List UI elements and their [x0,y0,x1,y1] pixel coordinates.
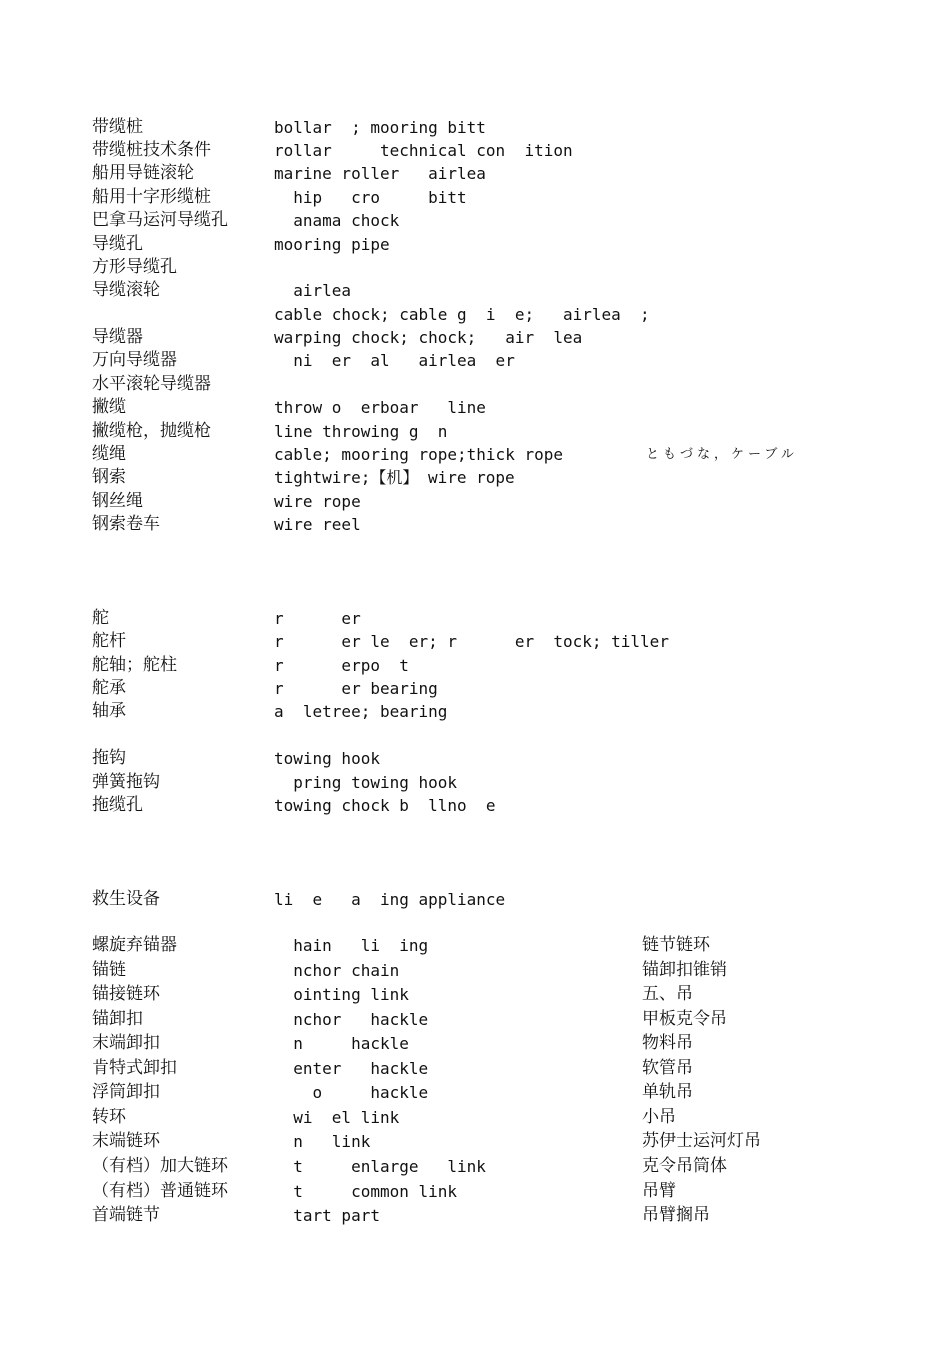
term-zh: 巴拿马运河导缆孔 [92,210,228,230]
term-right-zh: 软管吊 [642,1058,693,1078]
term-zh: 轴承 [92,701,126,721]
term-en: n hackle [274,1034,409,1053]
term-zh: 船用十字形缆桩 [92,187,211,207]
term-en: t enlarge link [274,1157,486,1176]
term-en: warping chock; chock; air lea [274,328,583,347]
term-zh: 钢丝绳 [92,491,143,511]
term-zh: （有档）普通链环 [92,1181,228,1201]
term-en: nchor hackle [274,1010,429,1029]
term-zh: 船用导链滚轮 [92,163,194,183]
term-zh: 舵轴；舵柱 [92,655,177,675]
term-zh: 万向导缆器 [92,350,177,370]
term-en: r er le er; r er tock; tiller [274,632,669,651]
term-en: nchor chain [274,961,400,980]
term-right-zh: 苏伊士运河灯吊 [642,1131,761,1151]
term-zh: 舵 [92,608,109,628]
term-zh: 缆绳 [92,444,126,464]
term-zh: 带缆桩 [92,117,143,137]
term-zh: 钢索卷车 [92,514,160,534]
term-en: ni er al airlea er [274,351,515,370]
term-zh: 导缆器 [92,327,143,347]
term-zh: 锚卸扣 [92,1009,143,1029]
term-en: cable chock; cable g i e; airlea ; [274,305,650,324]
term-zh: 拖缆孔 [92,795,143,815]
term-en: marine roller airlea [274,164,486,183]
term-right-zh: 吊臂 [642,1181,676,1201]
term-zh: 首端链节 [92,1205,160,1225]
term-en: o hackle [274,1083,429,1102]
term-zh: 撇缆 [92,397,126,417]
term-zh: 舵杆 [92,631,126,651]
term-right-zh: 五、吊 [642,984,693,1004]
term-en: cable; mooring rope;thick rope [274,445,563,464]
term-en: hip cro bitt [274,188,467,207]
term-zh: 导缆孔 [92,234,143,254]
term-right-zh: 物料吊 [642,1033,693,1053]
term-en: tart part [274,1206,380,1225]
term-en: towing hook [274,749,380,768]
term-zh: 锚链 [92,960,126,980]
term-en: wire reel [274,515,361,534]
term-en: n link [274,1132,371,1151]
term-japanese: ともづな，ケーブル [646,447,798,462]
term-zh: 舵承 [92,678,126,698]
term-en: line throwing g n [274,422,448,441]
term-right-zh: 甲板克令吊 [642,1009,727,1029]
term-en: r er bearing [274,679,438,698]
term-right-zh: 克令吊筒体 [642,1156,727,1176]
term-right-zh: 锚卸扣锥销 [642,960,727,980]
term-en: mooring pipe [274,235,390,254]
term-en: bollar ; mooring bitt [274,118,486,137]
term-zh: 浮筒卸扣 [92,1082,160,1102]
term-right-zh: 小吊 [642,1107,676,1127]
term-en: tightwire;【机】 wire rope [274,468,515,487]
term-en: t common link [274,1182,458,1201]
term-en: throw o erboar line [274,398,486,417]
term-zh: 转环 [92,1107,126,1127]
term-en: towing chock b llno e [274,796,496,815]
term-zh: 肯特式卸扣 [92,1058,177,1078]
term-zh: 撇缆枪，抛缆枪 [92,421,211,441]
term-en: a letree; bearing [274,702,448,721]
term-en: r er [274,609,361,628]
term-zh: 钢索 [92,467,126,487]
term-zh: 锚接链环 [92,984,160,1004]
term-zh: 螺旋弃锚器 [92,935,177,955]
term-en: hain li ing [274,936,429,955]
term-en: wire rope [274,492,361,511]
term-right-zh: 吊臂搁吊 [642,1205,710,1225]
term-zh: 末端卸扣 [92,1033,160,1053]
term-zh: 救生设备 [92,889,160,909]
term-right-zh: 链节链环 [642,935,710,955]
term-en: li e a ing appliance [274,890,506,909]
term-zh: 方形导缆孔 [92,257,177,277]
term-en: r erpo t [274,656,409,675]
term-zh: 带缆桩技术条件 [92,140,211,160]
term-en: rollar technical con ition [274,141,573,160]
term-en: pring towing hook [274,773,458,792]
term-zh: 拖钩 [92,748,126,768]
term-zh: 导缆滚轮 [92,280,160,300]
term-en: ointing link [274,985,409,1004]
term-zh: 水平滚轮导缆器 [92,374,211,394]
term-en: wi el link [274,1108,400,1127]
term-zh: 弹簧拖钩 [92,772,160,792]
term-right-zh: 单轨吊 [642,1082,693,1102]
term-zh: 末端链环 [92,1131,160,1151]
term-en: enter hackle [274,1059,429,1078]
term-en: airlea [274,281,352,300]
term-zh: （有档）加大链环 [92,1156,228,1176]
term-en: anama chock [274,211,400,230]
